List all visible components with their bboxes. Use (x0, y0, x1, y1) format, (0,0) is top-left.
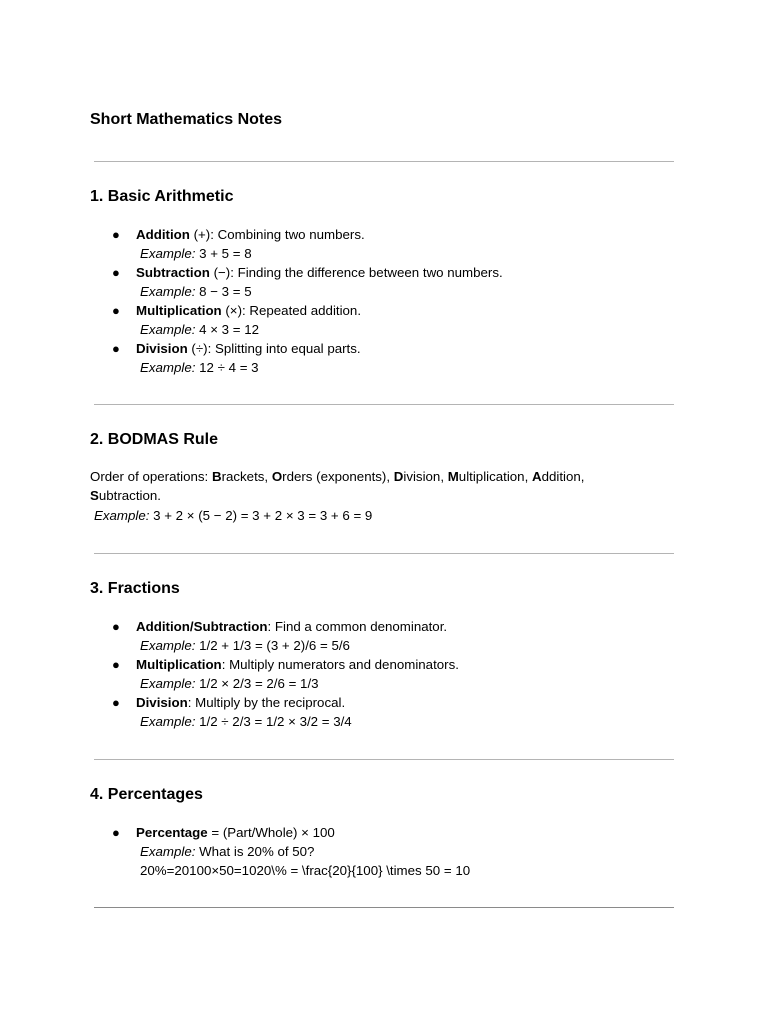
item-desc: (÷): Splitting into equal parts. (187, 341, 361, 356)
example-text: 1/2 × 2/3 = 2/6 = 1/3 (195, 676, 319, 691)
example-label: Example: (140, 360, 196, 375)
item-example (136, 842, 712, 861)
item-example (136, 358, 712, 377)
section-heading-fractions: 3. Fractions (90, 580, 180, 597)
bodmas-word: ddition, (541, 469, 585, 484)
item-term: Division (136, 695, 188, 710)
item-term: Multiplication (136, 303, 222, 318)
item-desc: (−): Finding the difference between two numbers. (209, 265, 503, 280)
bodmas-letter: M (447, 469, 459, 484)
list-item (112, 339, 712, 377)
bodmas-example (94, 506, 372, 525)
bodmas-word: ubtraction. (98, 488, 161, 503)
bullet-icon: ● (112, 303, 120, 318)
section-heading-arithmetic: 1. Basic Arithmetic (90, 188, 234, 205)
example-label: Example: (140, 676, 196, 691)
example-label: Example: (94, 508, 150, 523)
bodmas-letter: S (90, 488, 99, 503)
example-text: 8 − 3 = 5 (195, 284, 252, 299)
list-item (112, 225, 712, 263)
bullet-icon: ● (112, 265, 120, 280)
arithmetic-list (112, 225, 712, 377)
example-text: 3 + 5 = 8 (195, 246, 252, 261)
bullet-icon: ● (112, 657, 120, 672)
example-label: Example: (140, 322, 196, 337)
example-label: Example: (140, 246, 196, 261)
fractions-list (112, 617, 712, 731)
bodmas-letter: O (271, 469, 283, 484)
item-main (136, 263, 712, 282)
item-term: Addition (136, 227, 190, 242)
item-example (136, 282, 712, 301)
item-desc: (×): Repeated addition. (221, 303, 362, 318)
item-main (136, 617, 712, 636)
horizontal-rule (94, 907, 674, 908)
example-text: 3 + 2 × (5 − 2) = 3 + 2 × 3 = 3 + 6 = 9 (149, 508, 373, 523)
list-item (112, 617, 712, 655)
section-heading-bodmas: 2. BODMAS Rule (90, 431, 219, 448)
bullet-icon: ● (112, 619, 120, 634)
bullet-icon: ● (112, 825, 120, 840)
bodmas-intro: Order of operations: (90, 469, 212, 484)
list-item (112, 263, 712, 301)
item-example (136, 636, 712, 655)
item-term: Percentage (136, 825, 208, 840)
list-item (112, 823, 712, 880)
bodmas-word: ivision, (403, 469, 448, 484)
bodmas-word: rackets, (221, 469, 272, 484)
item-term: Addition/Subtraction (136, 619, 268, 634)
item-example (136, 712, 712, 731)
item-main (136, 339, 712, 358)
bodmas-word: rders (exponents), (282, 469, 394, 484)
example-text: 1/2 + 1/3 = (3 + 2)/6 = 5/6 (195, 638, 350, 653)
horizontal-rule (94, 759, 674, 760)
example-label: Example: (140, 638, 196, 653)
example-text: 4 × 3 = 12 (195, 322, 260, 337)
example-text: 1/2 ÷ 2/3 = 1/2 × 3/2 = 3/4 (195, 714, 352, 729)
item-desc: = (Part/Whole) × 100 (207, 825, 335, 840)
item-term: Division (136, 341, 188, 356)
item-main (136, 823, 712, 842)
item-desc: : Multiply numerators and denominators. (221, 657, 459, 672)
item-formula: 20%=20100×50=1020\% = \frac{20}{100} \times 50 = 10 (140, 863, 471, 878)
example-text: 12 ÷ 4 = 3 (195, 360, 259, 375)
list-item (112, 693, 712, 731)
bodmas-paragraph (90, 467, 650, 505)
section-heading-percentages: 4. Percentages (90, 786, 203, 803)
item-main (136, 655, 712, 674)
bodmas-letter: D (393, 469, 404, 484)
example-label: Example: (140, 284, 196, 299)
example-label: Example: (140, 714, 196, 729)
item-desc: : Multiply by the reciprocal. (187, 695, 346, 710)
bodmas-letter: A (531, 469, 542, 484)
document-title: Short Mathematics Notes (90, 111, 283, 128)
example-label: Example: (140, 844, 196, 859)
bodmas-word: ultiplication, (458, 469, 532, 484)
percentages-list (112, 823, 712, 880)
list-item (112, 301, 712, 339)
horizontal-rule (94, 553, 674, 554)
item-term: Subtraction (136, 265, 210, 280)
bullet-icon: ● (112, 341, 120, 356)
item-main (136, 301, 712, 320)
bodmas-letter: B (211, 469, 222, 484)
list-item (112, 655, 712, 693)
bullet-icon: ● (112, 695, 120, 710)
example-text: What is 20% of 50? (195, 844, 315, 859)
horizontal-rule (94, 404, 674, 405)
item-desc: : Find a common denominator. (267, 619, 448, 634)
item-main (136, 693, 712, 712)
item-main (136, 225, 712, 244)
bullet-icon: ● (112, 227, 120, 242)
item-example (136, 244, 712, 263)
item-example (136, 320, 712, 339)
horizontal-rule (94, 161, 674, 162)
item-desc: (+): Combining two numbers. (189, 227, 365, 242)
item-example (136, 674, 712, 693)
item-term: Multiplication (136, 657, 222, 672)
